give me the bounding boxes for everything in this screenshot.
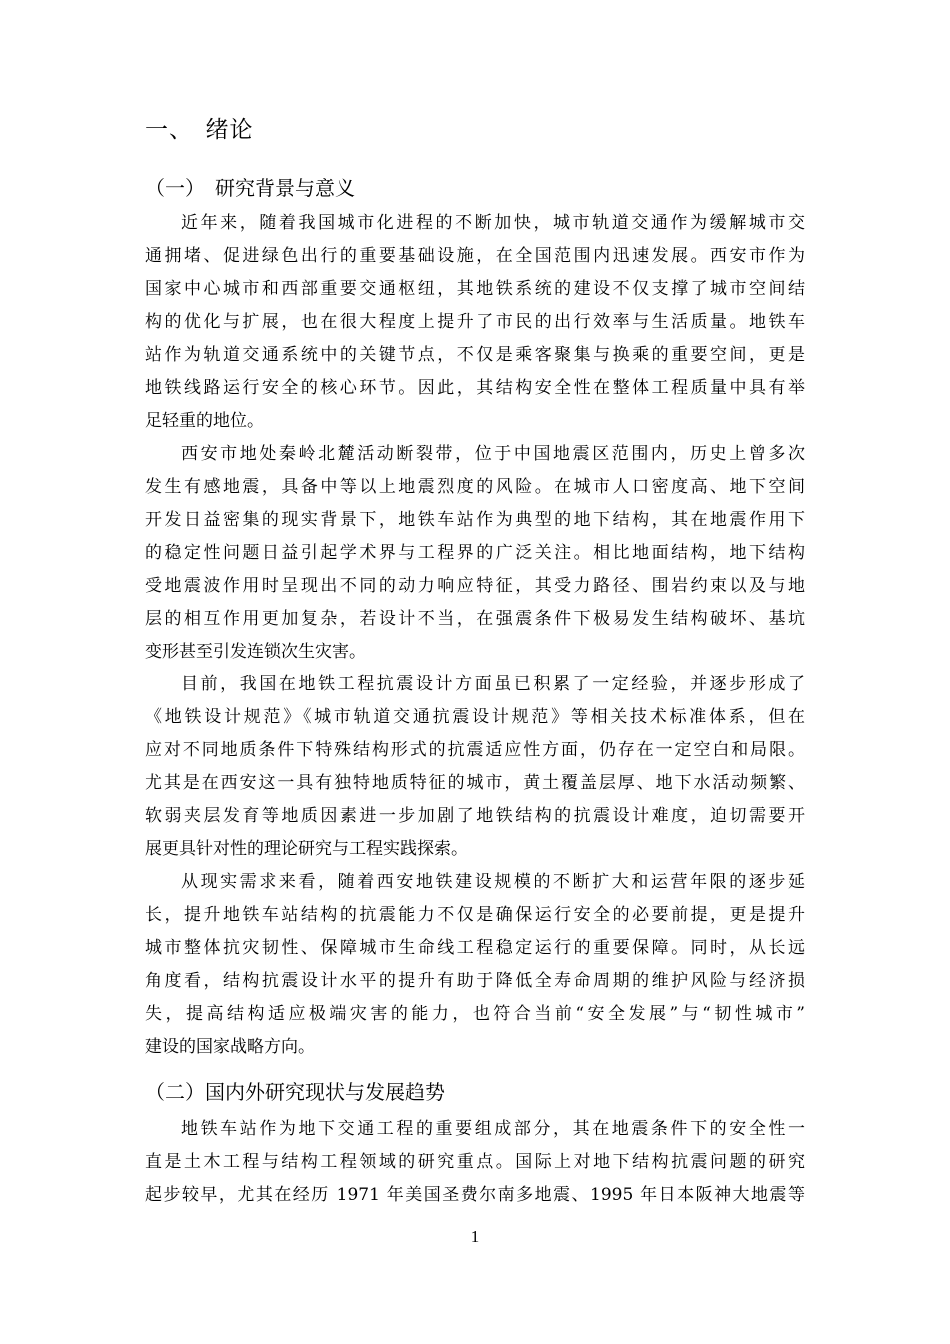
paragraph-line: 受地震波作用时呈现出不同的动力响应特征，其受力路径、围岩约束以及与地: [145, 576, 805, 596]
paragraph-5: [145, 1113, 805, 1212]
paragraph-line: 从现实需求来看，随着西安地铁建设规模的不断扩大和运营年限的逐步延: [181, 872, 805, 892]
paragraph-line: 起步较早，尤其在经历 1971 年美国圣费尔南多地震、1995 年日本阪神大地震等: [145, 1185, 805, 1205]
paragraph-line: 地铁车站作为地下交通工程的重要组成部分，其在地震条件下的安全性一: [181, 1119, 805, 1139]
paragraph-line: 城市整体抗灾韧性、保障城市生命线工程稳定运行的重要保障。同时，从长远: [145, 938, 805, 958]
paragraph-4: [145, 866, 805, 1064]
chapter-heading: 一、 绪论: [145, 117, 254, 143]
paragraph-line: 近年来，随着我国城市化进程的不断加快，城市轨道交通作为缓解城市交: [181, 213, 805, 233]
paragraph-line: 足轻重的地位。: [145, 411, 264, 431]
paragraph-line: 通拥堵、促进绿色出行的重要基础设施，在全国范围内迅速发展。西安市作为: [145, 246, 805, 266]
paragraph-line: 软弱夹层发育等地质因素进一步加剧了地铁结构的抗震设计难度，迫切需要开: [145, 806, 805, 826]
paragraph-line: 长，提升地铁车站结构的抗震能力不仅是确保运行安全的必要前提，更是提升: [145, 905, 805, 925]
paragraph-line: 站作为轨道交通系统中的关键节点，不仅是乘客聚集与换乘的重要空间，更是: [145, 345, 805, 365]
paragraph-line: 国家中心城市和西部重要交通枢纽，其地铁系统的建设不仅支撑了城市空间结: [145, 279, 805, 299]
paragraph-line: 建设的国家战略方向。: [145, 1037, 315, 1057]
paragraph-line: 地铁线路运行安全的核心环节。因此，其结构安全性在整体工程质量中具有举: [145, 378, 805, 398]
paragraph-1: [145, 207, 805, 438]
paragraph-line: 展更具针对性的理论研究与工程实践探索。: [145, 839, 468, 859]
paragraph-line: 尤其是在西安这一具有独特地质特征的城市，黄土覆盖层厚、地下水活动频繁、: [145, 773, 805, 793]
paragraph-line: 构的优化与扩展，也在很大程度上提升了市民的出行效率与生活质量。地铁车: [145, 312, 805, 332]
paragraph-line: 《地铁设计规范》《城市轨道交通抗震设计规范》等相关技术标准体系，但在: [145, 707, 805, 727]
paragraph-line: 应对不同地质条件下特殊结构形式的抗震适应性方面，仍存在一定空白和局限。: [145, 740, 805, 760]
paragraph-line: 的稳定性问题日益引起学术界与工程界的广泛关注。相比地面结构，地下结构: [145, 543, 805, 563]
paragraph-line: 开发日益密集的现实背景下，地铁车站作为典型的地下结构，其在地震作用下: [145, 510, 805, 530]
paragraph-line: 层的相互作用更加复杂，若设计不当，在强震条件下极易发生结构破坏、基坑: [145, 609, 805, 629]
paragraph-line: 角度看，结构抗震设计水平的提升有助于降低全寿命周期的维护风险与经济损: [145, 971, 805, 991]
paragraph-line: 西安市地处秦岭北麓活动断裂带，位于中国地震区范围内，历史上曾多次: [181, 444, 805, 464]
section-heading-research-status: （二）国内外研究现状与发展趋势: [145, 1080, 445, 1104]
paragraph-3: [145, 668, 805, 866]
paragraph-line: 变形甚至引发连锁次生灾害。: [145, 642, 366, 662]
section-heading-background: （一） 研究背景与意义: [145, 176, 355, 200]
paragraph-line: 失，提高结构适应极端灾害的能力，也符合当前“安全发展”与“韧性城市”: [145, 1004, 805, 1024]
paragraph-line: 目前，我国在地铁工程抗震设计方面虽已积累了一定经验，并逐步形成了: [181, 674, 805, 694]
paragraph-line: 直是土木工程与结构工程领域的研究重点。国际上对地下结构抗震问题的研究: [145, 1152, 805, 1172]
page-number: 1: [470, 1227, 480, 1246]
paragraph-line: 发生有感地震，具备中等以上地震烈度的风险。在城市人口密度高、地下空间: [145, 477, 805, 497]
paragraph-2: [145, 438, 805, 669]
